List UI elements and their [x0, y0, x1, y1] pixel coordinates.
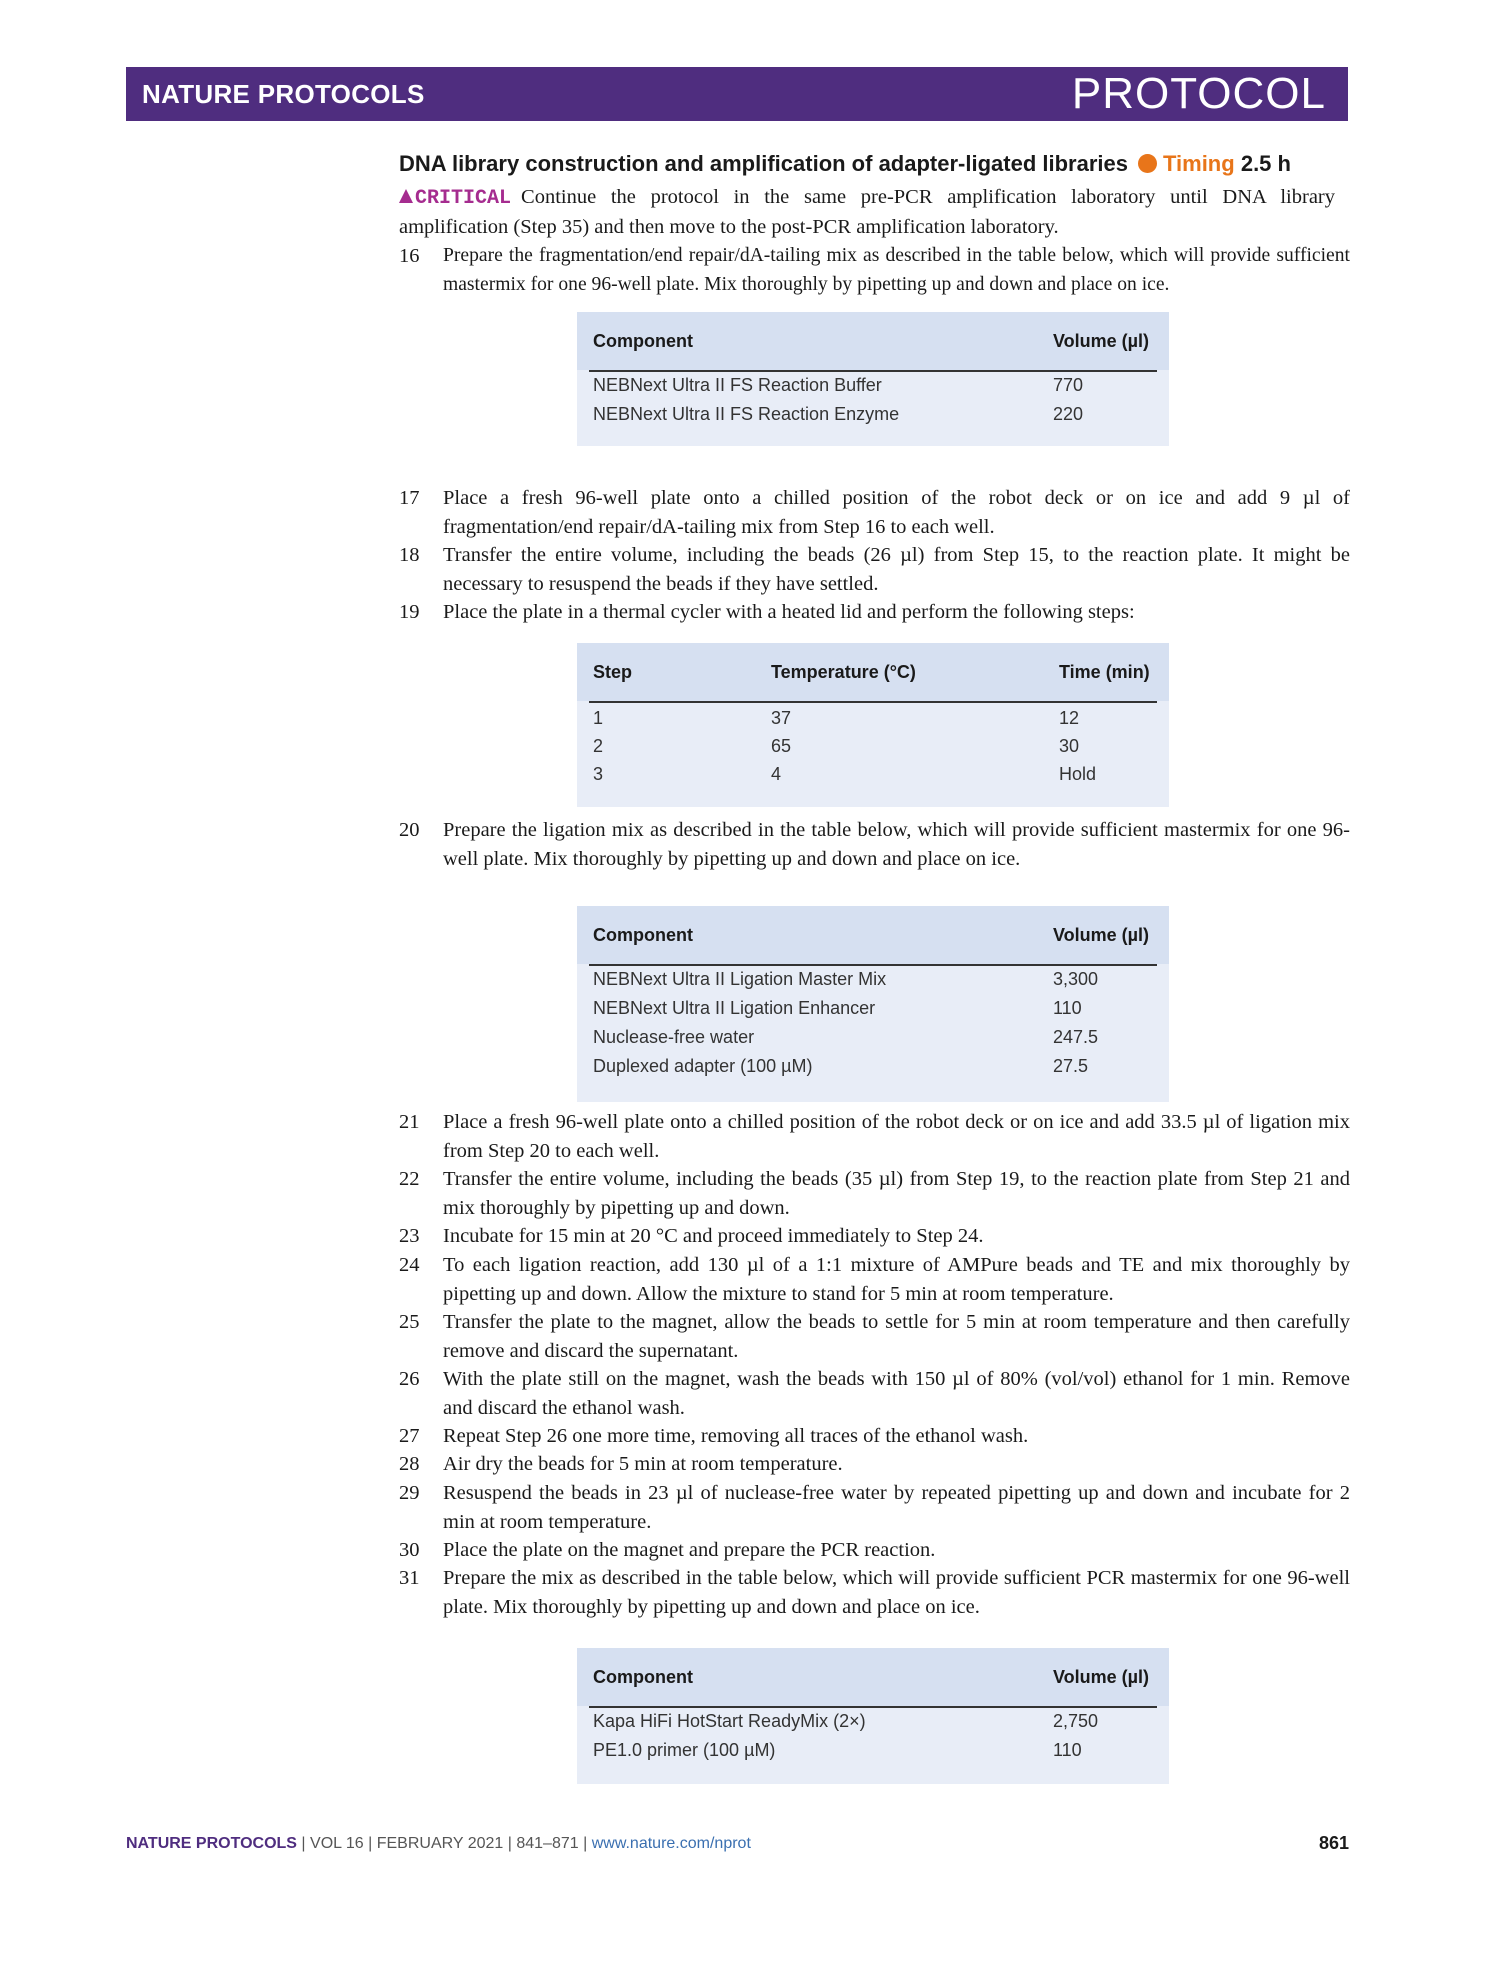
footer-journal: NATURE PROTOCOLS	[126, 1835, 297, 1852]
step-number: 23	[399, 1225, 420, 1247]
step-28	[399, 1450, 1350, 1479]
table-header-step: Step	[593, 662, 633, 682]
step-number: 24	[399, 1254, 420, 1276]
table-cell: 220	[1053, 404, 1084, 424]
table-header-component: Component	[593, 331, 693, 351]
step-number: 31	[399, 1567, 420, 1589]
warning-triangle-icon	[399, 189, 413, 203]
step-number: 19	[399, 601, 420, 623]
table-cell: 27.5	[1053, 1056, 1089, 1076]
table-cell: 65	[771, 736, 792, 756]
step-text: Prepare the fragmentation/end repair/dA-tailing mix as described in the table below, which will provide sufficient mastermix for one 96-well plate. Mix thoroughly by pipetting up and down and place on ice.	[443, 245, 1350, 295]
table-cell: 1	[593, 708, 604, 728]
table-header-component: Component	[593, 1667, 693, 1687]
step-number: 29	[399, 1482, 420, 1504]
step-text: To each ligation reaction, add 130 µl of a 1:1 mixture of AMPure beads and TE and mix thoroughly by pipetting up and down. Allow the mixture to stand for 5 min at room temperature.	[443, 1254, 1350, 1305]
step-17	[399, 484, 1350, 541]
footer-url-link[interactable]: www.nature.com/nprot	[591, 1835, 751, 1852]
table-header-volume: Volume (µl)	[1053, 925, 1150, 945]
table-cell: Duplexed adapter (100 µM)	[593, 1056, 813, 1076]
step-18	[399, 541, 1350, 598]
table-cell: 2	[593, 736, 604, 756]
step-text: Transfer the entire volume, including the beads (35 µl) from Step 19, to the reaction plate from Step 21 and mix thoroughly by pipetting up and down.	[443, 1168, 1350, 1219]
table-cell: 770	[1053, 375, 1084, 395]
timing-value: 2.5 h	[1240, 151, 1291, 176]
step-text: Prepare the mix as described in the table below, which will provide sufficient PCR mastermix for one 96-well plate. Mix thoroughly by pipetting up and down and place on ice.	[443, 1567, 1350, 1618]
step-number: 22	[399, 1168, 420, 1190]
step-number: 21	[399, 1111, 420, 1133]
step-22	[399, 1165, 1350, 1222]
step-text: Transfer the entire volume, including the beads (26 µl) from Step 15, to the reaction plate. It might be necessary to resuspend the beads if they have settled.	[443, 544, 1350, 595]
step-number: 28	[399, 1453, 420, 1475]
table-cell: 3,300	[1053, 969, 1099, 989]
critical-tag-text: CRITICAL	[415, 187, 512, 210]
step-text: Incubate for 15 min at 20 °C and proceed immediately to Step 24.	[443, 1225, 984, 1247]
critical-text: Continue the protocol in the same pre-PCR amplification laboratory until DNA library amplification (Step 35) and then move to the post-PCR amplification laboratory.	[399, 186, 1335, 238]
step-text: Resuspend the beads in 23 µl of nuclease-free water by repeated pipetting up and down and incubate for 2 min at room temperature.	[443, 1482, 1350, 1533]
step-text: Place the plate on the magnet and prepare the PCR reaction.	[443, 1539, 936, 1561]
step-number: 27	[399, 1425, 420, 1447]
footer	[126, 1835, 751, 1853]
table-cell: 4	[771, 764, 782, 784]
table-cell: 2,750	[1053, 1711, 1099, 1731]
table-cell: 37	[771, 708, 792, 728]
step-24	[399, 1251, 1350, 1308]
table-cell: PE1.0 primer (100 µM)	[593, 1740, 776, 1760]
table-cell: NEBNext Ultra II Ligation Enhancer	[593, 998, 876, 1018]
section-title-text: DNA library construction and amplification of adapter-ligated libraries	[399, 151, 1128, 176]
step-number: 26	[399, 1368, 420, 1390]
step-23	[399, 1222, 1350, 1251]
step-text: Place a fresh 96-well plate onto a chilled position of the robot deck or on ice and add 33.5 µl of ligation mix from Step 20 to each well.	[443, 1111, 1350, 1162]
step-27	[399, 1422, 1350, 1451]
article-type: PROTOCOL	[1071, 69, 1326, 118]
step-30	[399, 1536, 1350, 1565]
table-header-temperature: Temperature (°C)	[771, 662, 916, 682]
section-title	[399, 151, 1291, 177]
timing-dot-icon	[1138, 154, 1157, 173]
step-number: 30	[399, 1539, 420, 1561]
table-cell: Kapa HiFi HotStart ReadyMix (2×)	[593, 1711, 866, 1731]
table-cell: Hold	[1059, 764, 1097, 784]
table-cell: 110	[1053, 998, 1082, 1018]
table-cell: Nuclease-free water	[593, 1027, 755, 1047]
step-26	[399, 1365, 1350, 1422]
step-16	[399, 242, 1350, 299]
table-cell: NEBNext Ultra II Ligation Master Mix	[593, 969, 887, 989]
step-text: Repeat Step 26 one more time, removing all traces of the ethanol wash.	[443, 1425, 1029, 1447]
table-rule	[589, 964, 1157, 966]
step-text: Air dry the beads for 5 min at room temperature.	[443, 1453, 843, 1475]
step-text: Prepare the ligation mix as described in the table below, which will provide sufficient mastermix for one 96-well plate. Mix thoroughly by pipetting up and down and place on ice.	[443, 819, 1350, 870]
step-20	[399, 816, 1350, 873]
step-21	[399, 1108, 1350, 1165]
step-text: Place a fresh 96-well plate onto a chilled position of the robot deck or on ice and add 9 µl of fragmentation/end repair/dA-tailing mix from Step 16 to each well.	[443, 487, 1350, 538]
table-cell: 247.5	[1053, 1027, 1099, 1047]
timing-label: Timing	[1162, 151, 1235, 176]
step-25	[399, 1308, 1350, 1365]
step-text: Place the plate in a thermal cycler with a heated lid and perform the following steps:	[443, 601, 1135, 623]
critical-tag	[399, 187, 511, 210]
table-header-volume: Volume (µl)	[1053, 331, 1150, 351]
step-number: 20	[399, 819, 420, 841]
header-bar	[126, 67, 1348, 121]
table-cell: NEBNext Ultra II FS Reaction Enzyme	[593, 404, 900, 424]
journal-name: NATURE PROTOCOLS	[142, 79, 425, 109]
table-cell: NEBNext Ultra II FS Reaction Buffer	[593, 375, 882, 395]
footer-citation: VOL 16 | FEBRUARY 2021 | 841–871 |	[310, 1835, 588, 1852]
table-cell: 12	[1059, 708, 1080, 728]
table-cell: 30	[1059, 736, 1080, 756]
table-thermal-cycler	[577, 643, 1169, 807]
step-31	[399, 1564, 1350, 1621]
table-header-volume: Volume (µl)	[1053, 1667, 1150, 1687]
table-header-time: Time (min)	[1059, 662, 1150, 682]
table-rule	[589, 701, 1157, 703]
step-text: Transfer the plate to the magnet, allow the beads to settle for 5 min at room temperature and then carefully remove and discard the supernatant.	[443, 1311, 1350, 1362]
table-rule	[589, 370, 1157, 372]
step-text: With the plate still on the magnet, wash the beads with 150 µl of 80% (vol/vol) ethanol for 1 min. Remove and discard the ethanol wash.	[443, 1368, 1350, 1419]
critical-note	[399, 183, 1335, 242]
table-cell: 110	[1053, 1740, 1082, 1760]
table-header-component: Component	[593, 925, 693, 945]
step-number: 17	[399, 487, 420, 509]
table-fragmentation-mix	[577, 312, 1169, 446]
table-cell: 3	[593, 764, 604, 784]
table-rule	[589, 1706, 1157, 1708]
footer-separator: |	[296, 1835, 311, 1852]
step-number: 16	[399, 245, 420, 267]
step-number: 25	[399, 1311, 420, 1333]
step-19	[399, 598, 1350, 627]
table-ligation-mix	[577, 906, 1169, 1102]
step-number: 18	[399, 544, 420, 566]
table-pcr-mix	[577, 1648, 1169, 1784]
step-29	[399, 1479, 1350, 1536]
page-number: 861	[1318, 1833, 1349, 1853]
